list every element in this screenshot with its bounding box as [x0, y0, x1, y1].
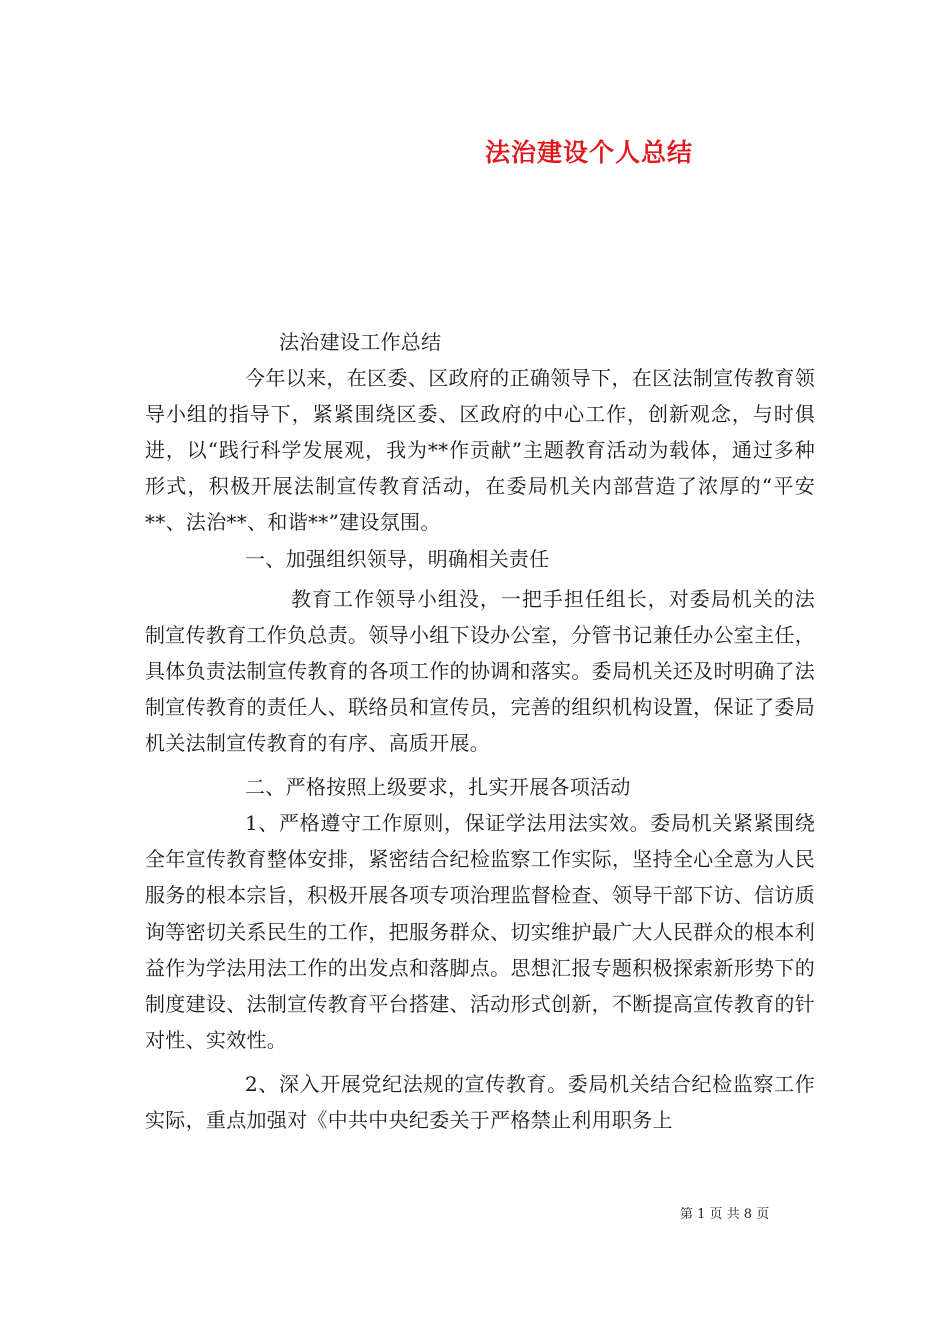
page-footer: 第 1 页 共 8 页: [680, 1207, 770, 1222]
document-body: [145, 324, 815, 1138]
section-heading-1: 一、加强组织领导，明确相关责任: [245, 546, 550, 571]
paragraph-item-1: 1、严格遵守工作原则，保证学法用法实效。委局机关紧紧围绕全年宣传教育整体安排，紧密结合纪检监察工作实际，坚持全心全意为人民服务的根本宗旨，积极开展各项专项治理监督检查、领导干部下访、信访质询等密切关系民生的工作，把服务群众、切实维护最广大人民群众的根本利益作为学法用法工作的出发点和落脚点。思想汇报专题积极探索新形势下的制度建设、法制宣传教育平台搭建、活动形式创新，不断提高宣传教育的针对性、实效性。: [145, 811, 815, 1052]
document-title: 法治建设个人总结: [484, 138, 693, 167]
section-heading-2: 二、严格按照上级要求，扎实开展各项活动: [245, 775, 631, 800]
paragraph-intro: 今年以来，在区委、区政府的正确领导下，在区法制宣传教育领导小组的指导下，紧紧围绕区委、区政府的中心工作，创新观念，与时俱进，以“践行科学发展观，我为**作贡献”主题教育活动为载体，通过多种形式，积极开展法制宣传教育活动，在委局机关内部营造了浓厚的“平安**、法治**、和谐**”建设氛围。: [145, 366, 815, 535]
paragraph-item-2: 2、深入开展党纪法规的宣传教育。委局机关结合纪检监察工作实际，重点加强对《中共中央纪委关于严格禁止利用职务上: [145, 1071, 815, 1132]
paragraph-section-1: 教育工作领导小组没，一把手担任组长，对委局机关的法制宣传教育工作负总责。领导小组下设办公室，分管书记兼任办公室主任，具体负责法制宣传教育的各项工作的协调和落实。委局机关还及时明确了法制宣传教育的责任人、联络员和宣传员，完善的组织机构设置，保证了委局机关法制宣传教育的有序、高质开展。: [145, 586, 815, 756]
document-subtitle: 法治建设工作总结: [279, 330, 442, 354]
